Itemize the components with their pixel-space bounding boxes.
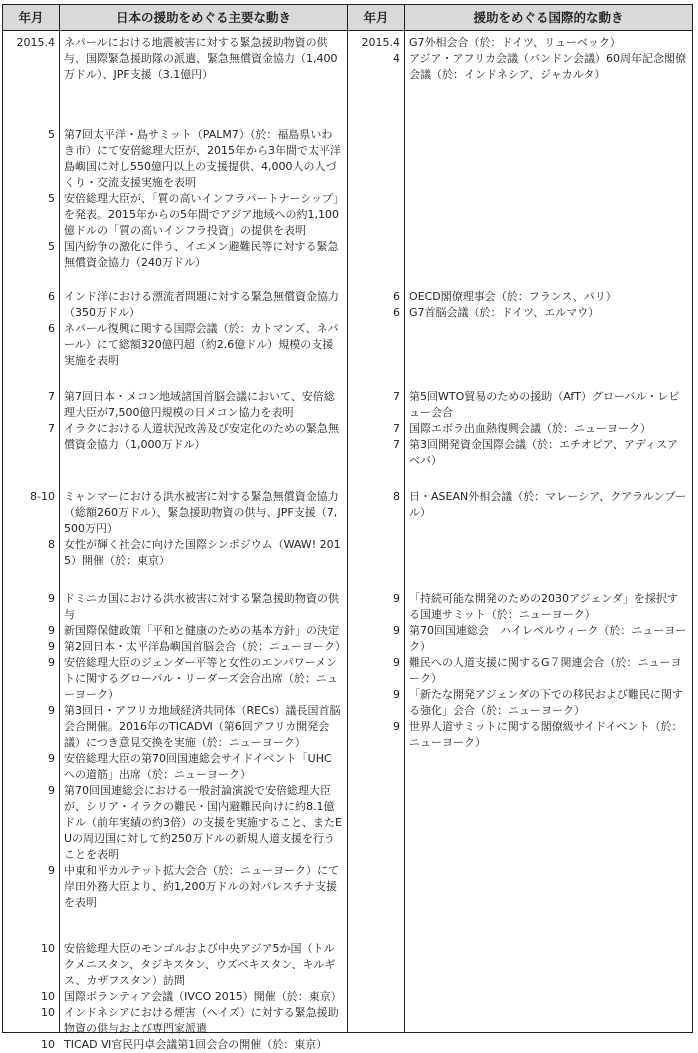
left-entry	[3, 537, 347, 569]
left-entry	[3, 239, 347, 271]
left-entry	[3, 655, 347, 703]
right-entry-text: 国際エボラ出血熱復興会議（於：ニューヨーク）	[409, 422, 651, 435]
left-entry	[3, 591, 347, 623]
right-entry	[348, 289, 692, 305]
left-entry	[3, 35, 347, 83]
left-entry	[3, 389, 347, 421]
right-entry-month: 7	[393, 390, 400, 403]
left-entry-text: イラクにおける人道状況改善及び安定化のための緊急無償資金協力（1,000万ドル）	[64, 422, 339, 451]
left-entry-text: 第7回太平洋・島サミット（PALM7）（於：福島県いわき市）にて安倍総理大臣が、2015年から3年間で太平洋島嶼国に対し550億円以上の支援提供、4,000人の人づくり・交流支援実施を表明	[64, 128, 341, 189]
left-entry	[3, 489, 347, 537]
right-entry	[348, 305, 692, 321]
left-entry-month: 7	[48, 390, 55, 403]
left-entry-month: 5	[48, 192, 55, 205]
header-right	[348, 5, 693, 31]
right-entry-month: 8	[393, 490, 400, 503]
left-entry-month: 6	[48, 290, 55, 303]
left-entry-month: 9	[48, 656, 55, 669]
left-entry-text: インドネシアにおける煙害（ヘイズ）に対する緊急援助物資の供与および専門家派遣	[64, 1006, 339, 1035]
left-entry-text: 第7回日本・メコン地域諸国首脳会議において、安倍総理大臣が7,500億円規模の日メコン協力を表明	[64, 390, 335, 419]
left-entry	[3, 941, 347, 989]
left-column	[3, 31, 348, 1051]
left-entry-text: ネパール復興に関する国際会議（於：カトマンズ、ネパール）にて総額320億円超（約2.6億ドル）規模の支援実施を表明	[64, 322, 339, 367]
left-entry	[3, 703, 347, 751]
left-entry	[3, 989, 347, 1005]
left-segment	[3, 389, 347, 453]
right-entry-month: 9	[393, 656, 400, 669]
left-entry-text: 第70回国連総会における一般討論演説で安倍総理大臣が、シリア・イラクの難民・国内避難民向けに約8.1億ドル（前年実績の約3倍）の支援を実施すること、またEUの周辺国に対して約250万ドルの新規人道支援を行うことを表明	[64, 784, 342, 861]
left-segment	[3, 289, 347, 369]
right-entry	[348, 655, 692, 687]
right-entry	[348, 51, 692, 83]
left-entry	[3, 127, 347, 191]
right-entry	[348, 687, 692, 719]
left-entry	[3, 863, 347, 911]
left-entry-month: 8-10	[30, 490, 55, 503]
header-left-month: 年月	[18, 10, 44, 25]
left-entry-text: 安倍総理大臣の第70回国連総会サイドイベント「UHCへの道筋」出席（於：ニューヨーク）	[64, 752, 332, 781]
right-entry-text: 第70回国連総会 ハイレベルウィーク（於：ニューヨーク）	[409, 624, 687, 653]
left-entry	[3, 751, 347, 783]
left-entry-month: 10	[41, 1038, 55, 1051]
right-segment	[348, 389, 692, 469]
left-entry-text: 中東和平カルテット拡大会合（於：ニューヨーク）にて岸田外務大臣より、約1,200万ドルの対パレスチナ支援を表明	[64, 864, 339, 909]
left-entry-month: 9	[48, 640, 55, 653]
right-entry-text: 第3回開発資金国際会議（於：エチオピア、アディスアベバ）	[409, 438, 679, 467]
left-entry-month: 7	[48, 422, 55, 435]
right-entry	[348, 623, 692, 655]
left-entry	[3, 289, 347, 321]
right-entry-month: 6	[393, 290, 400, 303]
left-entry-month: 9	[48, 784, 55, 797]
left-entry-text: 安倍総理大臣が、「質の高いインフラパートナーシップ」を発表。2015年からの5年間でアジア地域への約1,100億ドルの「質の高いインフラ投資」の提供を表明	[64, 192, 340, 237]
left-entry-text: 安倍総理大臣のジェンダー平等と女性のエンパワーメントに関するグローバル・リーダーズ会合出席（於：ニューヨーク）	[64, 656, 338, 701]
left-entry	[3, 191, 347, 239]
right-entry-text: G7首脳会議（於：ドイツ、エルマウ）	[409, 306, 600, 319]
left-entry-text: 第2回日本・太平洋島嶼国首脳会合（於：ニューヨーク）	[64, 640, 346, 653]
right-entry-text: アジア・アフリカ会議（バンドン会議）60周年記念閣僚会議（於：インドネシア、ジャカルタ）	[409, 52, 687, 81]
left-entry-text: 第3回日・アフリカ地域経済共同体（RECs）議長国首脳会合開催。2016年のTICADⅥ（第6回アフリカ開発会議）につき意見交換を実施（於：ニューヨーク）	[64, 704, 341, 749]
right-divider	[404, 31, 405, 1032]
right-entry-text: 「新たな開発アジェンダの下での移民および難民に関する強化」会合（於：ニューヨーク）	[409, 688, 683, 717]
timeline-table	[2, 4, 693, 1051]
left-entry-month: 10	[41, 990, 55, 1003]
left-entry-text: インド洋における漂流者問題に対する緊急無償資金協力（350万ドル）	[64, 290, 339, 319]
left-entry-month: 9	[48, 864, 55, 877]
left-entry-month: 2015.4	[16, 36, 55, 49]
header-right-month: 年月	[363, 10, 389, 25]
left-entry-month: 8	[48, 538, 55, 551]
right-entry-text: G7外相会合（於：ドイツ、リューベック）	[409, 36, 621, 49]
right-segment	[348, 489, 692, 521]
left-segment	[3, 35, 347, 83]
right-column	[348, 31, 693, 1033]
left-entry	[3, 783, 347, 863]
left-entry-month: 9	[48, 752, 55, 765]
left-entry-month: 9	[48, 624, 55, 637]
right-entry-text: OECD閣僚理事会（於：フランス、パリ）	[409, 290, 617, 303]
left-entry-text: 安倍総理大臣のモンゴルおよび中央アジア5か国（トルクメニスタン、タジキスタン、ウズベキスタン、キルギス、カザフスタン）訪問	[64, 942, 336, 987]
left-entry-month: 6	[48, 322, 55, 335]
left-entry-month: 10	[41, 942, 55, 955]
left-segment	[3, 127, 347, 271]
left-entry-text: ドミニカ国における洪水被害に対する緊急援助物資の供与	[64, 592, 339, 621]
right-entry-month: 7	[393, 422, 400, 435]
right-entry-month: 9	[393, 592, 400, 605]
header-row	[3, 5, 693, 31]
header-left-title: 日本の援助をめぐる主要な動き	[59, 5, 347, 30]
right-column-body	[348, 31, 692, 1032]
body-row	[3, 31, 693, 1033]
left-entry-month: 9	[48, 592, 55, 605]
right-entry-text: 「持続可能な開発のための2030アジェンダ」を採択する国連サミット（於：ニューヨーク）	[409, 592, 678, 621]
left-entry-text: 女性が輝く社会に向けた国際シンポジウム（WAW! 2015）開催（於：東京）	[64, 538, 341, 567]
left-entry-month: 5	[48, 240, 55, 253]
left-entry	[3, 1005, 347, 1037]
right-entry-month: 7	[393, 438, 400, 451]
left-entry	[3, 623, 347, 639]
left-entry-text: 国際ボランティア会議（IVCO 2015）開催（於：東京）	[64, 990, 342, 1003]
right-segment	[348, 591, 692, 751]
left-segment	[3, 591, 347, 911]
right-entry-month: 9	[393, 688, 400, 701]
left-entry	[3, 639, 347, 655]
right-entry	[348, 389, 692, 421]
right-entry	[348, 35, 692, 51]
right-entry-month: 9	[393, 720, 400, 733]
right-entry	[348, 421, 692, 437]
right-entry-text: 第5回WTO貿易のための援助（AfT）グローバル・レビュー会合	[409, 390, 680, 419]
left-entry-month: 9	[48, 704, 55, 717]
right-entry-month: 2015.4	[361, 36, 400, 49]
right-entry	[348, 719, 692, 751]
left-segment	[3, 941, 347, 1053]
right-entry-text: 日・ASEAN外相会議（於：マレーシア、クアラルンプール）	[409, 490, 687, 519]
right-entry	[348, 591, 692, 623]
left-segment	[3, 489, 347, 569]
left-entry-text: 新国際保健政策「平和と健康のための基本方針」の決定	[64, 624, 339, 637]
left-entry	[3, 421, 347, 453]
left-entry-month: 10	[41, 1006, 55, 1019]
left-entry-text: ミャンマーにおける洪水被害に対する緊急無償資金協力（総額260万ドル）、緊急援助物資の供与、JPF支援（7,500万円）	[64, 490, 339, 535]
header-left	[3, 5, 348, 31]
header-right-title: 援助をめぐる国際的な動き	[404, 5, 692, 30]
left-column-body	[3, 31, 347, 1051]
right-segment	[348, 289, 692, 321]
right-entry-text: 世界人道サミットに関する閣僚級サイドイベント（於：ニューヨーク）	[409, 720, 683, 749]
left-entry-text: TICAD Ⅵ官民円卓会議第1回会合の開催（於：東京）	[64, 1038, 328, 1051]
right-entry-text: 難民への人道支援に関するG７関連会合（於：ニューヨーク）	[409, 656, 682, 685]
left-entry-text: 国内紛争の激化に伴う、イエメン避難民等に対する緊急無償資金協力（240万ドル）	[64, 240, 339, 269]
right-entry-month: 6	[393, 306, 400, 319]
right-entry-month: 4	[393, 52, 400, 65]
right-entry	[348, 489, 692, 521]
right-entry	[348, 437, 692, 469]
left-entry-text: ネパールにおける地震被害に対する緊急援助物資の供与、国際緊急援助隊の派遣、緊急無償資金協力（1,400万ドル）、JPF支援（3.1億円）	[64, 36, 338, 81]
left-entry	[3, 1037, 347, 1053]
right-entry-month: 9	[393, 624, 400, 637]
left-entry	[3, 321, 347, 369]
right-segment	[348, 35, 692, 83]
left-entry-month: 5	[48, 128, 55, 141]
